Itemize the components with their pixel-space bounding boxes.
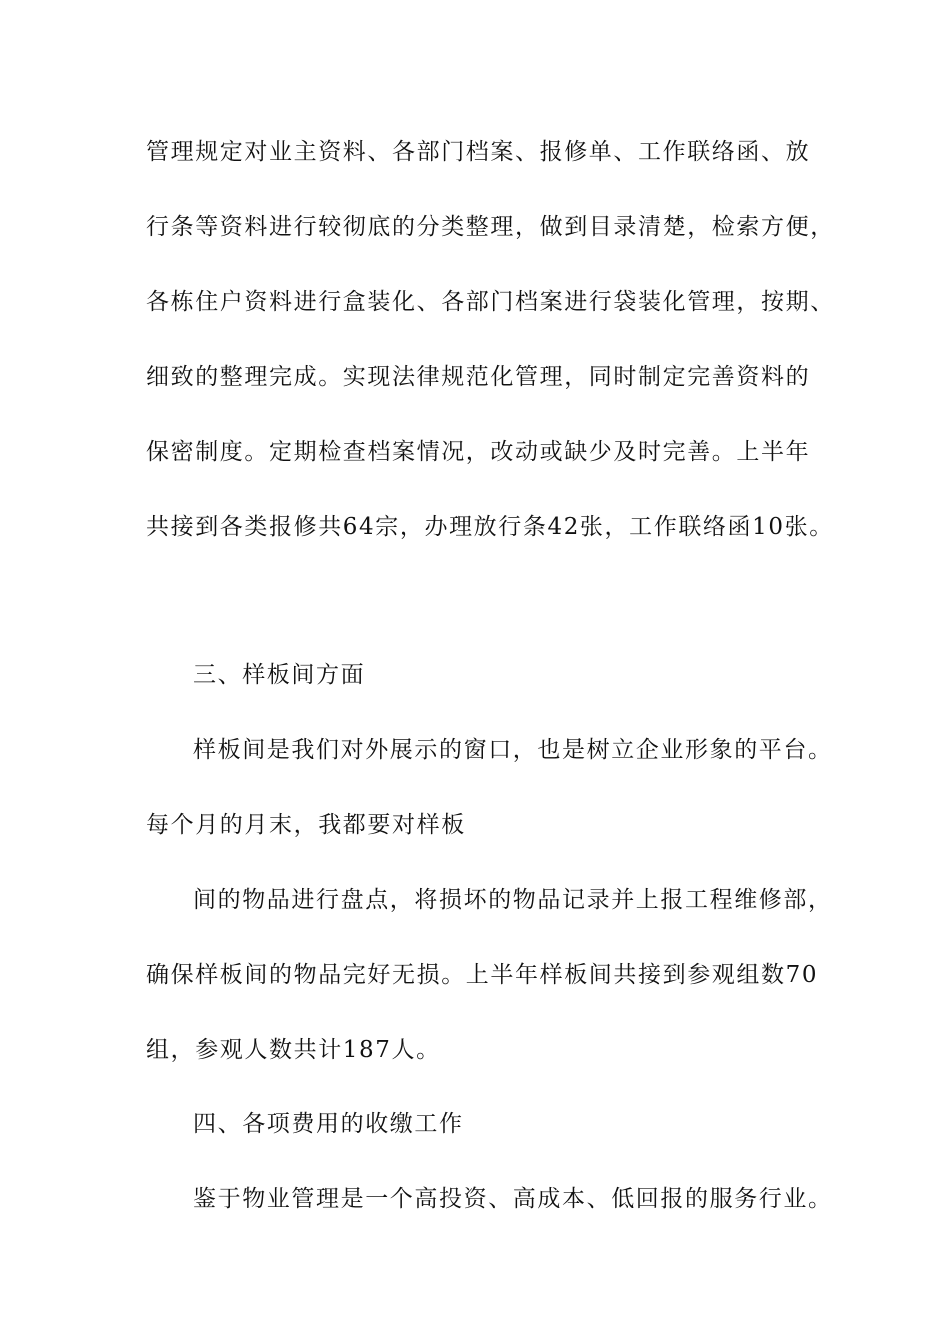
paragraph-line: 各栋住户资料进行盒装化、各部门档案进行袋装化管理，按期、: [146, 289, 835, 315]
section-heading: 四、各项费用的收缴工作: [193, 1111, 464, 1137]
paragraph-line: 每个月的月末，我都要对样板: [146, 812, 466, 838]
paragraph-line: 保密制度。定期检查档案情况，改动或缺少及时完善。上半年: [146, 439, 811, 465]
paragraph-line: 样板间是我们对外展示的窗口，也是树立企业形象的平台。: [193, 737, 833, 763]
paragraph-line: 行条等资料进行较彻底的分类整理，做到目录清楚，检索方便，: [146, 214, 835, 240]
paragraph-line: 间的物品进行盘点，将损坏的物品记录并上报工程维修部，: [193, 887, 833, 913]
paragraph-line: 确保样板间的物品完好无损。上半年样板间共接到参观组数70: [146, 962, 819, 988]
section-heading: 三、样板间方面: [193, 662, 366, 688]
paragraph-line: 细致的整理完成。实现法律规范化管理，同时制定完善资料的: [146, 364, 811, 390]
paragraph-line: 组，参观人数共计187人。: [146, 1037, 441, 1063]
paragraph-line: 鉴于物业管理是一个高投资、高成本、低回报的服务行业。: [193, 1186, 833, 1212]
paragraph-line: 共接到各类报修共64宗，办理放行条42张，工作联络函10张。: [146, 514, 834, 540]
paragraph-line: 管理规定对业主资料、各部门档案、报修单、工作联络函、放: [146, 139, 811, 165]
